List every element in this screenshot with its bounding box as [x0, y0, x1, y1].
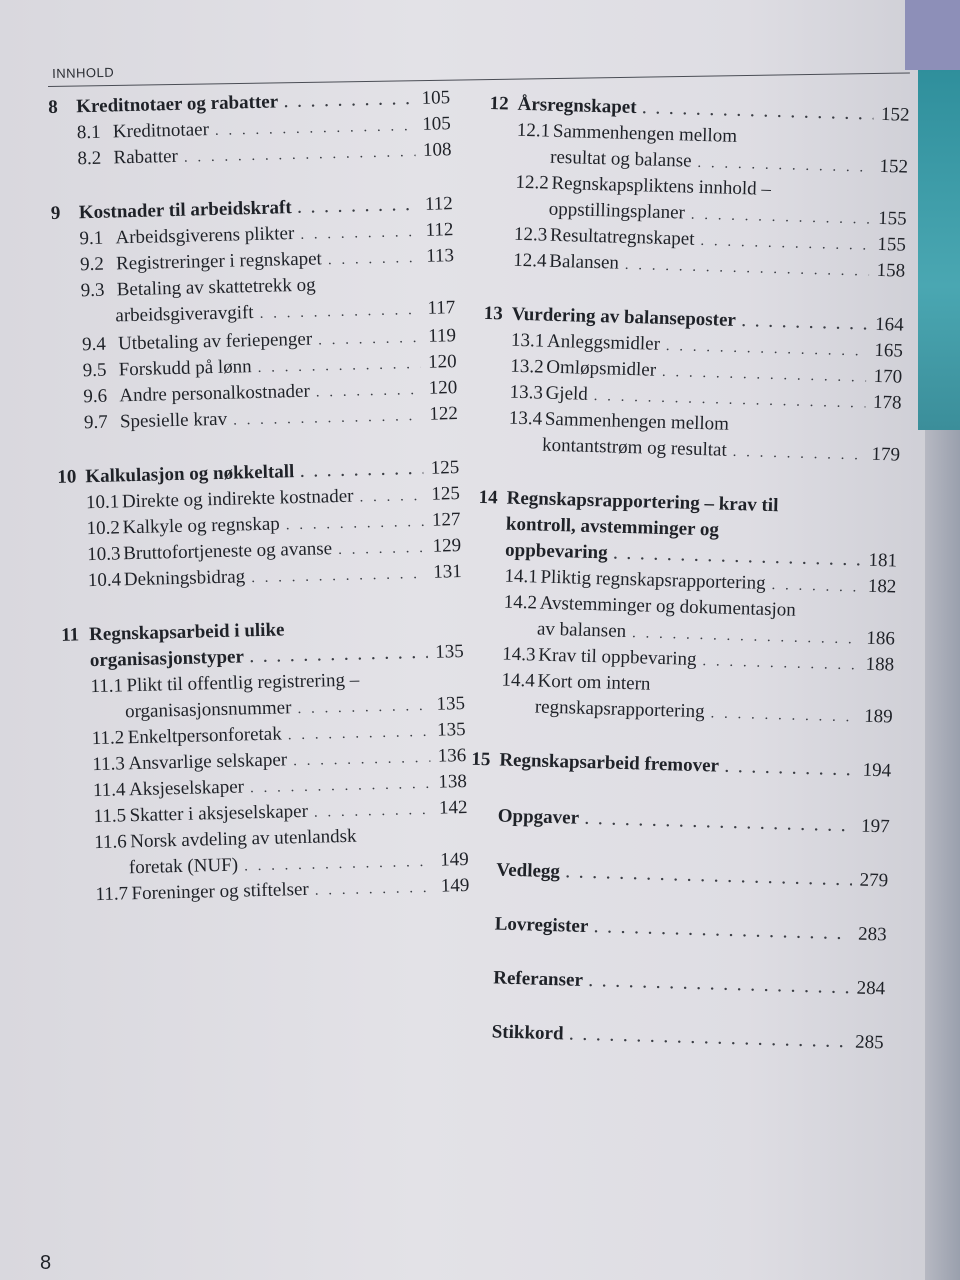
toc-entry-title: Sammenhengen mellom	[544, 408, 730, 435]
toc-entry-number: 9.4	[81, 333, 107, 356]
toc-entry-page: 155	[877, 233, 907, 256]
toc-entry-title: foretak (NUF)	[128, 854, 239, 879]
toc-entry-number: 14	[478, 486, 498, 509]
toc-entry-page: 125	[430, 457, 460, 479]
toc-entry-number: 12.4	[513, 249, 547, 272]
toc-entry-number: 11.5	[93, 805, 127, 828]
toc-entry-number: 11.1	[90, 675, 124, 698]
toc-entry-page: 129	[432, 535, 462, 557]
dot-leader	[741, 310, 867, 338]
toc-entry-title: Balansen	[549, 250, 620, 274]
toc-entry-page: 112	[425, 219, 454, 241]
toc-entry-page: 189	[863, 705, 893, 728]
toc-entry-page: 117	[427, 297, 456, 319]
toc-entry-page: 131	[432, 561, 462, 583]
toc-entry-number: 11.6	[93, 831, 128, 854]
background-edge	[905, 0, 960, 70]
dot-leader	[184, 140, 416, 170]
toc-entry-number: 14.4	[501, 669, 536, 692]
dot-leader	[257, 352, 421, 380]
toc-entry	[466, 912, 887, 949]
toc-entry-title: Pliktig regnskapsrapportering	[540, 566, 767, 594]
dot-leader	[293, 746, 431, 773]
dot-leader	[215, 114, 416, 143]
dot-leader	[589, 970, 850, 1001]
toc-entry-number: 14.3	[502, 643, 536, 666]
toc-entry-title: Betaling av skattetrekk og	[116, 274, 316, 301]
toc-entry-number: 9.3	[80, 279, 105, 302]
dot-leader	[569, 1024, 848, 1056]
toc-entry-title: Kreditnotaer	[112, 119, 210, 143]
running-header: INNHOLD	[52, 64, 115, 81]
toc-entry-page: 119	[427, 325, 457, 347]
toc-entry-title: Bruttofortjeneste og avanse	[122, 538, 333, 565]
dot-leader	[585, 808, 854, 839]
toc-entry-title: Norsk avdeling av utenlandsk	[129, 825, 357, 853]
toc-entry-title: Enkeltpersonforetak	[127, 723, 282, 749]
toc-entry-title: organisasjonstyper	[89, 646, 245, 672]
toc-entry-title: Regnskapsrapportering – krav til	[506, 487, 779, 517]
dot-leader	[244, 850, 433, 879]
dot-leader	[566, 861, 853, 893]
toc-entry-page: 135	[434, 641, 464, 663]
dot-leader	[233, 404, 422, 433]
dot-leader	[594, 916, 851, 947]
toc-entry-page: 105	[421, 87, 451, 109]
toc-entry-number: 9.5	[82, 359, 107, 382]
toc-entry-page: 122	[429, 403, 459, 425]
toc-entry	[468, 858, 889, 895]
toc-entry-title: organisasjonsnummer	[124, 697, 292, 723]
background-edge	[918, 70, 960, 430]
toc-entry-page: 181	[868, 549, 898, 572]
toc-entry-title: Regnskapspliktens innhold –	[551, 172, 772, 200]
toc-entry-title: Oppgaver	[497, 805, 580, 829]
toc-entry-page: 179	[871, 443, 901, 466]
header-rule	[48, 72, 910, 87]
toc-entry-page: 178	[872, 391, 902, 414]
toc-entry-number: 11.3	[92, 753, 126, 776]
toc-entry-page: 120	[427, 351, 457, 373]
toc-entry-number: 9.7	[83, 411, 108, 434]
toc-entry-title: Rabatter	[113, 145, 179, 169]
toc-entry-title: Gjeld	[545, 382, 589, 405]
toc-entry-number: 9.2	[79, 253, 105, 276]
toc-entry-title: Referanser	[492, 967, 584, 991]
toc-entry-page: 164	[874, 313, 904, 336]
toc-entry-page: 188	[865, 653, 895, 676]
toc-entry-title: Regnskapsarbeid fremover	[499, 749, 720, 777]
toc-entry-page: 136	[437, 744, 467, 767]
dot-leader	[250, 642, 428, 670]
dot-leader	[286, 510, 425, 537]
dot-leader	[625, 253, 870, 284]
toc-entry-page: 182	[867, 575, 897, 598]
toc-entry-title: Årsregnskapet	[517, 93, 637, 119]
toc-entry-number: 14.2	[503, 591, 538, 614]
dot-leader	[297, 194, 417, 221]
toc-entry-title: Stikkord	[491, 1021, 564, 1045]
toc-entry-title: Vedlegg	[495, 859, 561, 883]
toc-entry-page: 149	[440, 848, 470, 871]
toc-entry-title: Vurdering av balanseposter	[511, 303, 737, 331]
dot-leader	[287, 720, 429, 747]
toc-entry	[471, 748, 892, 785]
toc-entry-number: 13	[483, 302, 504, 325]
toc-entry-number: 12	[489, 92, 509, 115]
toc-entry-title: Foreninger og stiftelser	[131, 878, 310, 905]
toc-entry-page: 142	[438, 796, 468, 819]
toc-entry-title: arbeidsgiveravgift	[115, 302, 254, 327]
dot-leader	[690, 203, 870, 232]
toc-entry-number: 13.3	[509, 381, 544, 404]
toc-entry-title: Skatter i aksjeselskaper	[129, 800, 309, 827]
toc-entry-page: 135	[436, 718, 466, 741]
toc-entry-page: 152	[880, 103, 910, 126]
toc-entry-number: 12.2	[515, 171, 550, 194]
toc-entry-page: 152	[879, 155, 909, 178]
toc-entry-page: 155	[877, 207, 907, 230]
toc-entry-title: Kort om intern	[537, 670, 651, 695]
toc-entry-number: 10	[57, 466, 77, 488]
toc-entry-title: Resultatregnskapet	[549, 224, 695, 250]
toc-entry-title: Kalkyle og regnskap	[122, 513, 281, 539]
toc-entry-number: 13.1	[510, 329, 545, 352]
toc-entry-page: 197	[860, 815, 890, 838]
toc-entry-number: 10.2	[86, 517, 121, 540]
toc-entry-page: 194	[862, 759, 892, 782]
dot-leader	[318, 326, 420, 352]
toc-entry-title: Kalkulasjon og nøkkeltall	[85, 461, 295, 488]
toc-entry-title: Spesielle krav	[119, 408, 228, 433]
toc-entry-page: 170	[873, 365, 903, 388]
toc-entry-title: Anleggsmidler	[546, 330, 661, 355]
dot-leader	[710, 701, 857, 729]
toc-entry-number: 13.4	[508, 407, 543, 430]
toc-entry-number: 14.1	[504, 565, 539, 588]
toc-entry-page: 284	[856, 977, 886, 1000]
background-edge	[925, 430, 960, 1280]
toc-entry-number: 9	[50, 202, 61, 224]
toc-entry-page: 149	[440, 874, 470, 897]
toc-column-left	[48, 86, 470, 906]
toc-entry-title: Arbeidsgiverens plikter	[115, 223, 295, 249]
toc-entry-title: Plikt til offentlig registrering –	[126, 669, 360, 697]
toc-entry	[469, 804, 890, 841]
toc-entry-page: 113	[425, 245, 455, 267]
dot-leader	[700, 229, 870, 258]
toc-entry-title: Krav til oppbevaring	[538, 644, 697, 670]
dot-leader	[300, 458, 423, 485]
dot-leader	[297, 694, 429, 721]
toc-entry-number: 10.1	[85, 491, 120, 514]
toc-entry-page: 135	[436, 692, 466, 715]
toc-entry-page: 285	[854, 1031, 884, 1054]
toc-entry-number: 11.4	[92, 779, 126, 802]
toc-entry-number: 12.1	[516, 119, 551, 142]
dot-leader	[328, 246, 419, 272]
dot-leader	[259, 298, 419, 326]
dot-leader	[702, 649, 858, 677]
dot-leader	[284, 88, 415, 115]
toc-entry-title: Utbetaling av feriepenger	[117, 328, 313, 355]
toc-entry-number: 8.2	[77, 147, 102, 170]
toc-entry-title: Kreditnotaer og rabatter	[76, 91, 279, 118]
dot-leader	[250, 772, 432, 800]
toc-entry-title: kontantstrøm og resultat	[541, 434, 728, 461]
dot-leader	[314, 798, 432, 825]
dot-leader	[316, 378, 422, 405]
toc-entry-title: Sammenhengen mellom	[552, 120, 738, 147]
page-number: 8	[40, 1252, 52, 1274]
toc-entry-title: Dekningsbidrag	[123, 566, 246, 591]
toc-entry-number: 13.2	[510, 355, 544, 378]
toc-entry-page: 186	[866, 627, 896, 650]
toc-entry-page: 158	[876, 259, 906, 282]
toc-entry-title: Omløpsmidler	[546, 356, 657, 381]
toc-entry-title: av balansen	[536, 618, 627, 643]
toc-entry-number: 9.1	[79, 227, 104, 250]
toc-entry-title: Andre personalkostnader	[119, 380, 311, 407]
toc-entry-page: 165	[874, 339, 904, 362]
toc-entry-number: 11.2	[91, 727, 125, 750]
toc-entry-page: 127	[431, 509, 461, 531]
toc-entry-number: 9.6	[83, 385, 108, 408]
dot-leader	[315, 876, 434, 903]
toc-entry-page: 283	[857, 923, 887, 946]
toc-entry-page: 120	[428, 377, 458, 399]
toc-entry	[463, 1020, 884, 1057]
toc-entry-page: 138	[438, 770, 468, 793]
toc-entry-title: kontroll, avstemminger og	[505, 513, 720, 541]
toc-entry-title: Forskudd på lønn	[118, 356, 252, 381]
toc-entry-number: 11.7	[95, 883, 129, 906]
toc-entry-title: oppstillingsplaner	[548, 198, 686, 224]
toc-entry-title: resultat og balanse	[549, 146, 692, 172]
dot-leader	[771, 573, 860, 599]
dot-leader	[725, 756, 856, 784]
toc-entry-title: Lovregister	[494, 913, 589, 938]
dot-leader	[251, 562, 426, 590]
toc-entry-number: 12.3	[513, 223, 548, 246]
dot-leader	[697, 151, 872, 180]
dot-leader	[300, 220, 418, 247]
toc-entry-page: 108	[422, 139, 452, 161]
toc-entry-page: 279	[859, 869, 889, 892]
toc-entry	[465, 966, 886, 1003]
toc-entry-number: 8.1	[76, 121, 101, 144]
toc-entry-title: Ansvarlige selskaper	[128, 749, 288, 775]
toc-entry-title: Registreringer i regnskapet	[115, 248, 323, 275]
dot-leader	[359, 484, 424, 510]
toc-entry-number: 10.3	[86, 543, 121, 566]
toc-entry-page: 125	[431, 483, 461, 505]
toc-entry-number: 8	[48, 96, 59, 118]
dot-leader	[338, 536, 426, 562]
toc-entry-title: Direkte og indirekte kostnader	[121, 485, 354, 513]
toc-entry-number: 11	[60, 624, 80, 646]
toc-entry-page: 112	[424, 193, 454, 215]
toc-entry-number: 10.4	[87, 569, 122, 592]
dot-leader	[732, 440, 864, 468]
toc-entry-page: 105	[422, 113, 452, 135]
toc-entry-title: regnskapsrapportering	[534, 696, 705, 723]
toc-column-right	[471, 92, 910, 1054]
toc-entry-title: oppbevaring	[504, 539, 608, 564]
toc-entry-title: Aksjeselskaper	[128, 776, 245, 801]
toc-entry-title: Kostnader til arbeidskraft	[78, 197, 292, 224]
toc-entry-number: 15	[471, 748, 491, 771]
toc-entry-title: Avstemminger og dokumentasjon	[539, 592, 797, 621]
toc-entry-title: Regnskapsarbeid i ulike	[88, 619, 285, 646]
